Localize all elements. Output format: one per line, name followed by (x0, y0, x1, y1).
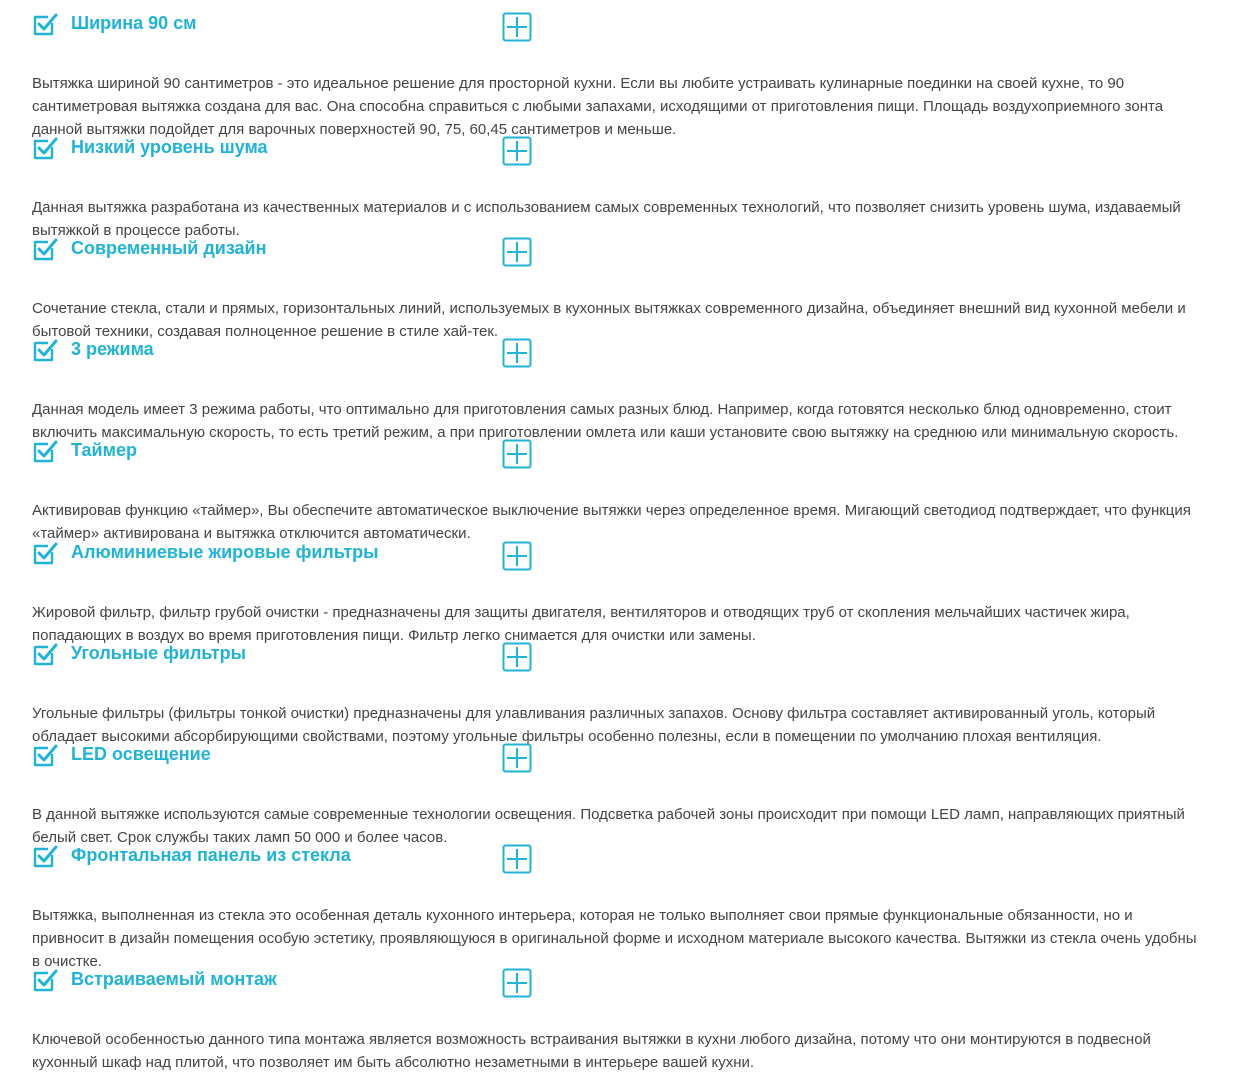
description-line: В данной вытяжке используются самые современные технологии освещения. Подсветка рабочей зоны происходит при помощи LED ламп, направляющих приятный (32, 806, 1185, 823)
feature-title: Алюминиевые жировые фильтры (71, 542, 379, 562)
description-line: вытяжкой в процессе работы. (32, 221, 240, 239)
description-line: «таймер» активирована и вытяжка отключится автоматически. (32, 524, 471, 542)
feature-title: Таймер (71, 440, 137, 460)
checkbox-checked-icon (32, 338, 58, 364)
feature-title: LED освещение (71, 744, 211, 764)
feature-title: Встраиваемый монтаж (71, 969, 277, 989)
checkbox-checked-icon (32, 642, 58, 668)
checkbox-checked-icon (32, 743, 58, 769)
checkbox-checked-icon (32, 844, 58, 870)
description-line: обладает высокими абсорбирующими свойствами, поэтому угольные фильтры особенно полезны, если в помещении по умолчанию плохая вентиляция. (32, 727, 1102, 745)
feature-title: Угольные фильтры (71, 643, 246, 663)
description-line: Данная вытяжка разработана из качественных материалов и с использованием самых современных технологий, что позволяет снизить уровень шума, издаваемый (32, 199, 1181, 216)
feature-description (32, 804, 1254, 850)
description-line: в очистке. (32, 952, 102, 970)
description-line: Угольные фильтры (фильтры тонкой очистки) предназначены для улавливания различных запахов. Основу фильтра составляет активированный уголь, который (32, 705, 1156, 722)
expand-plus-icon[interactable] (502, 743, 532, 773)
expand-plus-icon[interactable] (502, 642, 532, 672)
description-line: Вытяжка, выполненная из стекла это особенная деталь кухонного интерьера, которая не только выполняет свои прямые функциональные обязанности, но и (32, 907, 1133, 924)
expand-plus-icon[interactable] (502, 541, 532, 571)
description-line: Жировой фильтр, фильтр грубой очистки - предназначены для защиты двигателя, вентиляторов и отводящих труб от скопления мельчайших частичек жира, (32, 604, 1130, 621)
description-line: Вытяжка шириной 90 сантиметров - это идеальное решение для просторной кухни. Если вы любите устраивать кулинарные поединки на своей кухне, то 90 (32, 75, 1125, 92)
description-line: Данная модель имеет 3 режима работы, что оптимально для приготовления самых разных блюд. Например, когда готовятся несколько блюд одновременно, стоит (32, 401, 1172, 418)
description-line: сантиметровая вытяжка создана для вас. Она способна справиться с любыми запахами, исходящими от приготовления пищи. Площадь воздухоприемного зонта (32, 97, 1164, 115)
expand-plus-icon[interactable] (502, 844, 532, 874)
expand-plus-icon[interactable] (502, 12, 532, 42)
description-line: Активировав функцию «таймер», Вы обеспечите автоматическое выключение вытяжки через определенное время. Мигающий светодиод подтверждает, что функция (32, 502, 1191, 519)
description-line: включить максимальную скорость, то есть третий режим, а при приготовлении омлета или каши установите свою вытяжку на среднюю или минимальную скорость. (32, 423, 1179, 441)
feature-title: Современный дизайн (71, 238, 267, 258)
description-line: бытовой техники, создавая полноценное решение в стиле хай-тек. (32, 322, 499, 340)
feature-description (32, 298, 1254, 344)
checkbox-checked-icon (32, 136, 58, 162)
feature-description (32, 73, 1254, 141)
feature-title: 3 режима (71, 339, 154, 359)
feature-description (32, 399, 1254, 445)
description-line: кухонный шкаф над плитой, что позволяет им быть абсолютно незаметными в интерьере вашей кухни. (32, 1053, 755, 1071)
feature-description (32, 905, 1254, 973)
checkbox-checked-icon (32, 541, 58, 567)
checkbox-checked-icon (32, 439, 58, 465)
feature-description (32, 602, 1254, 648)
expand-plus-icon[interactable] (502, 968, 532, 998)
feature-title: Фронтальная панель из стекла (71, 845, 351, 865)
description-line: Ключевой особенностью данного типа монтажа является возможность встраивания вытяжки в кухни любого дизайна, потому что они монтируются в подвесной (32, 1031, 1151, 1048)
expand-plus-icon[interactable] (502, 237, 532, 267)
description-line: белый свет. Срок службы таких ламп 50 000 и более часов. (32, 828, 448, 846)
feature-title: Ширина 90 см (71, 13, 197, 33)
expand-plus-icon[interactable] (502, 338, 532, 368)
checkbox-checked-icon (32, 237, 58, 263)
feature-description (32, 703, 1254, 749)
description-line: привносит в дизайн помещения особую эстетику, проявляющуюся в оригинальной форме и исходном материале высокого качества. Вытяжки из стекла очень удобны (32, 929, 1197, 947)
expand-plus-icon[interactable] (502, 136, 532, 166)
feature-title: Низкий уровень шума (71, 137, 268, 157)
description-line: данной вытяжки подойдет для варочных поверхностей 90, 75, 60,45 сантиметров и меньше. (32, 120, 677, 138)
feature-description (32, 1029, 1254, 1075)
feature-description (32, 197, 1254, 243)
description-line: Сочетание стекла, стали и прямых, горизонтальных линий, используемых в кухонных вытяжках современного дизайна, объединяет внешний вид кухонной мебели и (32, 300, 1186, 317)
checkbox-checked-icon (32, 12, 58, 38)
expand-plus-icon[interactable] (502, 439, 532, 469)
checkbox-checked-icon (32, 968, 58, 994)
description-line: попадающих в воздух во время приготовления пищи. Фильтр легко снимается для очистки или замены. (32, 626, 756, 644)
feature-description (32, 500, 1254, 546)
